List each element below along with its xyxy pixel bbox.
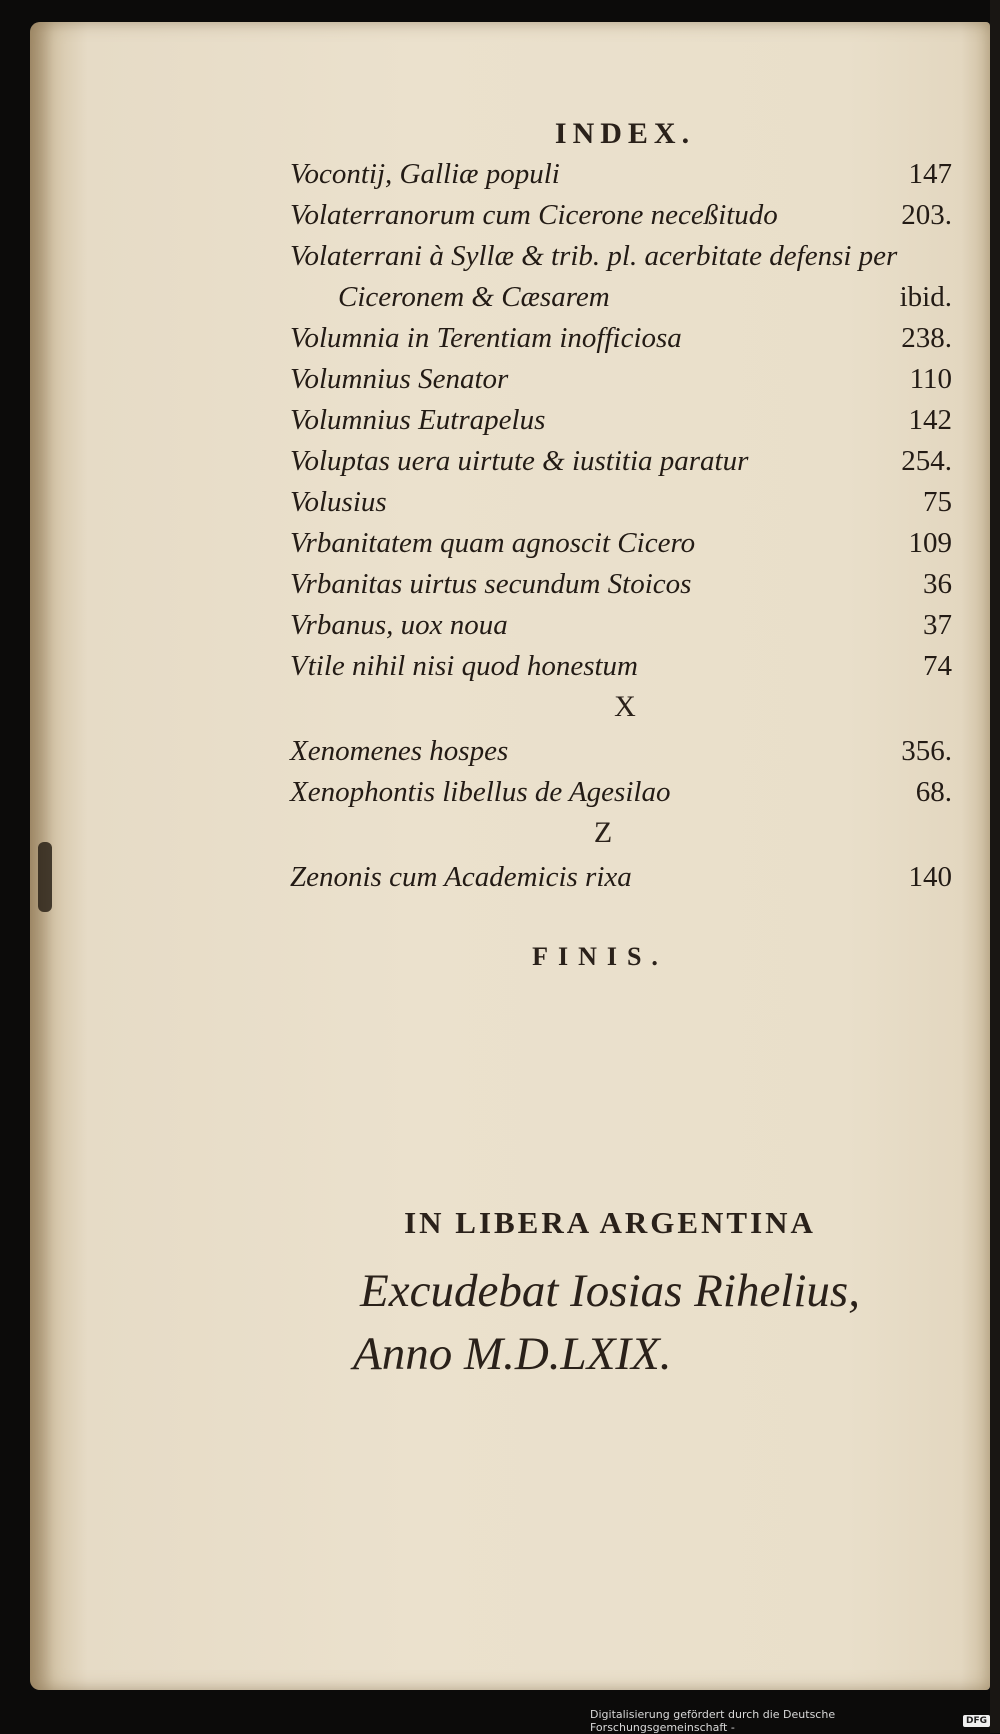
index-entry	[290, 359, 952, 399]
entry-page: 142	[908, 404, 952, 436]
entry-term: Volumnius Eutrapelus	[290, 404, 546, 436]
index-entry	[290, 772, 952, 812]
entry-page: 37	[923, 609, 952, 641]
entry-page: 74	[923, 650, 952, 682]
index-entry	[290, 154, 952, 194]
section-letter-z: Z	[593, 816, 613, 849]
index-entry	[290, 605, 952, 645]
dfg-logo-icon: DFG	[963, 1715, 990, 1727]
entry-term: Xenophontis libellus de Agesilao	[290, 776, 671, 808]
entry-term: Volaterrani à Syllæ & trib. pl. acerbitate defensi per	[290, 240, 898, 272]
index-entry	[290, 236, 952, 276]
entry-page: 109	[908, 527, 952, 559]
entry-term: Volumnia in Terentiam inofficiosa	[290, 322, 682, 354]
entry-term: Vrbanitatem quam agnoscit Cicero	[290, 527, 696, 559]
index-entry	[290, 857, 952, 897]
entry-page: 110	[909, 363, 952, 395]
entry-page: 203.	[901, 199, 952, 231]
entry-page: 356.	[901, 735, 952, 767]
entry-page: ibid.	[899, 281, 952, 313]
entry-page: 140	[908, 861, 952, 893]
imprint-year: Anno M.D.LXIX.	[353, 1328, 672, 1380]
entry-page: 254.	[901, 445, 952, 477]
index-entry	[290, 195, 952, 235]
imprint-printer: Excudebat Iosias Rihelius,	[360, 1265, 860, 1317]
entry-page: 68.	[915, 776, 952, 808]
index-entry	[290, 564, 952, 604]
finis-label: FINIS.	[532, 942, 668, 971]
entry-page: 238.	[901, 322, 952, 354]
entry-term: Vocontij, Galliæ populi	[290, 158, 560, 190]
entry-term: Vrbanus, uox noua	[290, 609, 508, 641]
index-entry	[290, 400, 952, 440]
entry-term: Vtile nihil nisi quod honestum	[290, 650, 638, 682]
entry-term: Voluptas uera uirtute & iustitia paratur	[290, 445, 749, 477]
index-entry	[290, 523, 952, 563]
entry-term: Volusius	[290, 486, 387, 518]
digitization-footer	[590, 1708, 990, 1734]
entry-term: Volumnius Senator	[290, 363, 509, 395]
page-title: INDEX.	[554, 117, 696, 150]
footer-text: Digitalisierung gefördert durch die Deutsche Forschungsgemeinschaft -	[590, 1708, 836, 1734]
entry-page: 36	[923, 568, 952, 600]
index-entry-continuation	[338, 277, 952, 317]
entry-term: Xenomenes hospes	[290, 735, 509, 767]
index-entry	[290, 318, 952, 358]
entry-term: Zenonis cum Academicis rixa	[290, 861, 632, 893]
index-entry	[290, 441, 952, 481]
entry-page: 147	[908, 158, 952, 190]
entry-term: Ciceronem & Cæsarem	[338, 281, 610, 313]
index-entry	[290, 731, 952, 771]
section-letter-x: X	[614, 690, 636, 723]
index-entry	[290, 482, 952, 522]
entry-term: Vrbanitas uirtus secundum Stoicos	[290, 568, 692, 600]
index-entry	[290, 646, 952, 686]
entry-page: 75	[923, 486, 952, 518]
entry-term: Volaterranorum cum Cicerone neceßitudo	[290, 199, 778, 231]
imprint-place: IN LIBERA ARGENTINA	[404, 1205, 816, 1240]
